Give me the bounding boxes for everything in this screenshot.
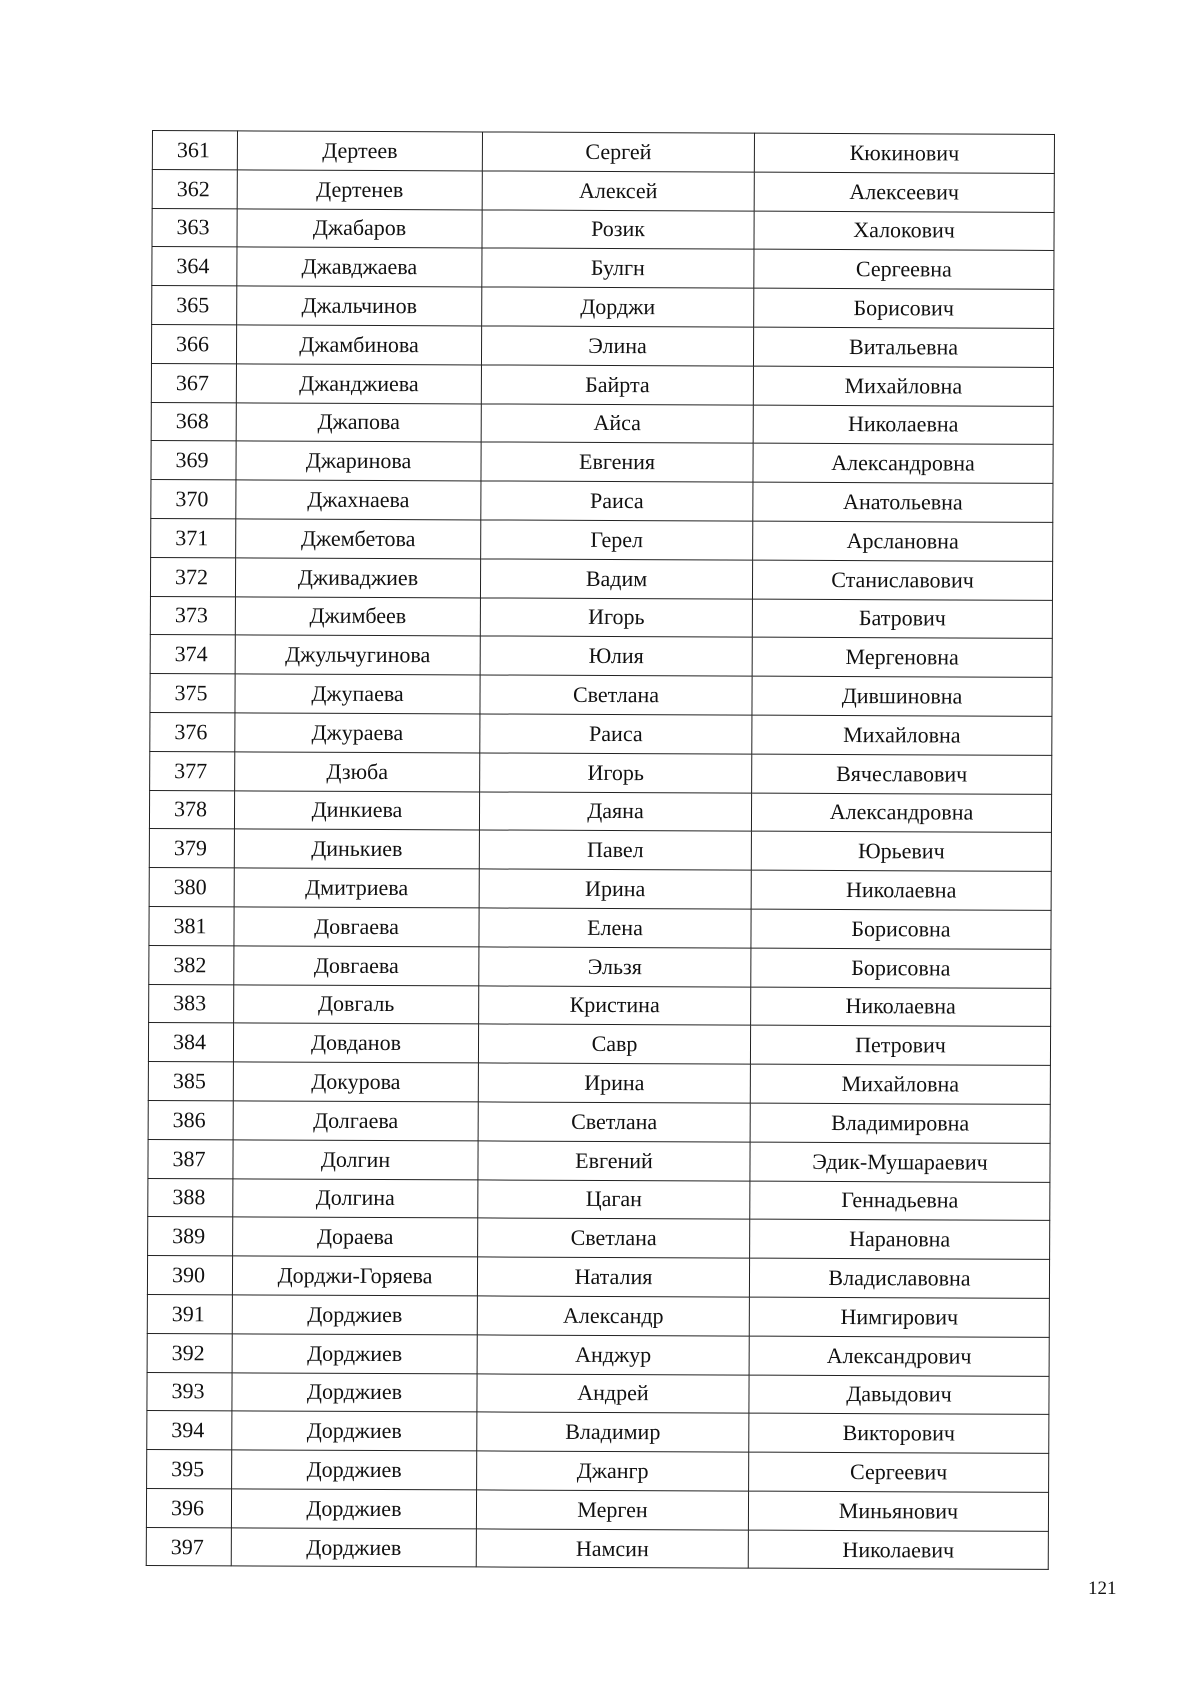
row-number: 366	[151, 324, 236, 363]
row-number: 361	[152, 131, 237, 170]
row-number: 395	[147, 1450, 232, 1489]
table-row	[149, 868, 1051, 911]
table-row	[151, 363, 1053, 406]
last-name-cell: Джембетова	[236, 519, 481, 559]
last-name-cell: Джимбеев	[235, 596, 480, 636]
first-name-cell: Евгений	[478, 1141, 750, 1181]
first-name-cell: Раиса	[480, 714, 752, 754]
row-number: 363	[152, 208, 237, 247]
last-name-cell: Дорджиев	[232, 1334, 477, 1374]
patronymic-cell: Геннадьевна	[750, 1181, 1050, 1221]
roster-table-body	[146, 131, 1054, 1570]
first-name-cell: Булгн	[482, 248, 754, 288]
patronymic-cell: Юрьевич	[751, 831, 1051, 871]
row-number: 383	[149, 984, 234, 1023]
patronymic-cell: Александровна	[751, 793, 1051, 833]
last-name-cell: Дорджиев	[232, 1295, 477, 1335]
row-number: 396	[146, 1488, 231, 1527]
patronymic-cell: Викторович	[749, 1413, 1049, 1453]
patronymic-cell: Николаевич	[748, 1530, 1048, 1570]
table-row	[151, 518, 1053, 561]
row-number: 391	[147, 1294, 232, 1333]
table-row	[147, 1256, 1049, 1299]
patronymic-cell: Батрович	[752, 599, 1052, 639]
table-row	[151, 402, 1053, 445]
table-row	[148, 1062, 1050, 1105]
table-row	[148, 1100, 1050, 1143]
patronymic-cell: Халокович	[754, 211, 1054, 251]
row-number: 388	[148, 1178, 233, 1217]
last-name-cell: Джальчинов	[237, 286, 482, 326]
first-name-cell: Дорджи	[482, 287, 754, 327]
table-row	[148, 1023, 1050, 1066]
row-number: 394	[147, 1411, 232, 1450]
last-name-cell: Дорджиев	[232, 1450, 477, 1490]
last-name-cell: Динкиева	[234, 790, 479, 830]
row-number: 365	[152, 286, 237, 325]
first-name-cell: Джангр	[477, 1451, 749, 1491]
last-name-cell: Джупаева	[235, 674, 480, 714]
table-row	[152, 131, 1054, 174]
first-name-cell: Байрта	[481, 365, 753, 405]
first-name-cell: Кристина	[479, 985, 751, 1025]
roster-table	[146, 130, 1055, 1570]
patronymic-cell: Арслановна	[753, 521, 1053, 561]
last-name-cell: Довгаева	[234, 946, 479, 986]
last-name-cell: Довгаева	[234, 907, 479, 947]
last-name-cell: Дорджиев	[231, 1489, 476, 1529]
last-name-cell: Дертенев	[237, 170, 482, 210]
table-row	[146, 1488, 1048, 1531]
patronymic-cell: Николаевна	[751, 870, 1051, 910]
row-number: 362	[152, 169, 237, 208]
patronymic-cell: Михайловна	[753, 366, 1053, 406]
table-row	[150, 751, 1052, 794]
first-name-cell: Ирина	[478, 1063, 750, 1103]
last-name-cell: Джамбинова	[236, 325, 481, 365]
patronymic-cell: Михайловна	[752, 715, 1052, 755]
last-name-cell: Довданов	[233, 1023, 478, 1063]
table-row	[152, 169, 1054, 212]
first-name-cell: Александр	[477, 1296, 749, 1336]
patronymic-cell: Алексеевич	[754, 172, 1054, 212]
first-name-cell: Владимир	[477, 1412, 749, 1452]
first-name-cell: Сергей	[482, 132, 754, 172]
last-name-cell: Дзюба	[235, 752, 480, 792]
patronymic-cell: Эдик-Мушараевич	[750, 1142, 1050, 1182]
row-number: 389	[148, 1217, 233, 1256]
row-number: 364	[152, 247, 237, 286]
table-row	[151, 441, 1053, 484]
row-number: 387	[148, 1139, 233, 1178]
patronymic-cell: Петрович	[750, 1025, 1050, 1065]
row-number: 393	[147, 1372, 232, 1411]
page-number: 121	[1088, 1578, 1117, 1599]
patronymic-cell: Борисович	[754, 288, 1054, 328]
last-name-cell: Долгаева	[233, 1101, 478, 1141]
table-row	[151, 324, 1053, 367]
table-row	[151, 480, 1053, 523]
last-name-cell: Джапова	[236, 402, 481, 442]
last-name-cell: Дмитриева	[234, 868, 479, 908]
row-number: 379	[149, 829, 234, 868]
last-name-cell: Джабаров	[237, 208, 482, 248]
first-name-cell: Елена	[479, 908, 751, 948]
row-number: 373	[150, 596, 235, 635]
patronymic-cell: Александровна	[753, 444, 1053, 484]
patronymic-cell: Станиславович	[752, 560, 1052, 600]
row-number: 381	[149, 906, 234, 945]
row-number: 371	[151, 518, 236, 557]
first-name-cell: Алексей	[482, 171, 754, 211]
first-name-cell: Даяна	[479, 791, 751, 831]
patronymic-cell: Николаевна	[753, 405, 1053, 445]
first-name-cell: Ирина	[479, 869, 751, 909]
table-row	[152, 286, 1054, 329]
row-number: 372	[150, 557, 235, 596]
row-number: 374	[150, 635, 235, 674]
first-name-cell: Светлана	[480, 675, 752, 715]
first-name-cell: Элина	[481, 326, 753, 366]
table-row	[147, 1333, 1049, 1376]
table-row	[149, 829, 1051, 872]
patronymic-cell: Владимировна	[750, 1103, 1050, 1143]
first-name-cell: Игорь	[480, 753, 752, 793]
patronymic-cell: Кюкинович	[754, 133, 1054, 173]
last-name-cell: Докурова	[233, 1062, 478, 1102]
row-number: 368	[151, 402, 236, 441]
last-name-cell: Дораева	[233, 1217, 478, 1257]
table-row	[150, 557, 1052, 600]
table-row	[149, 984, 1051, 1027]
first-name-cell: Раиса	[481, 481, 753, 521]
patronymic-cell: Нимгирович	[749, 1297, 1049, 1337]
first-name-cell: Герел	[481, 520, 753, 560]
table-row	[152, 247, 1054, 290]
last-name-cell: Дорджиев	[232, 1411, 477, 1451]
table-row	[147, 1411, 1049, 1454]
last-name-cell: Джанджиева	[236, 364, 481, 404]
patronymic-cell: Борисовна	[751, 909, 1051, 949]
patronymic-cell: Владиславовна	[749, 1258, 1049, 1298]
table-row	[149, 945, 1051, 988]
table-row	[147, 1372, 1049, 1415]
first-name-cell: Павел	[479, 830, 751, 870]
first-name-cell: Светлана	[478, 1218, 750, 1258]
last-name-cell: Дорджиев	[232, 1372, 477, 1412]
row-number: 380	[149, 868, 234, 907]
table-row	[150, 712, 1052, 755]
first-name-cell: Мерген	[476, 1490, 748, 1530]
row-number: 384	[148, 1023, 233, 1062]
last-name-cell: Дертеев	[237, 131, 482, 171]
table-row	[146, 1527, 1048, 1570]
patronymic-cell: Александрович	[749, 1336, 1049, 1376]
row-number: 375	[150, 674, 235, 713]
patronymic-cell: Анатольевна	[753, 482, 1053, 522]
first-name-cell: Намсин	[476, 1529, 748, 1569]
row-number: 378	[149, 790, 234, 829]
first-name-cell: Розик	[482, 210, 754, 250]
last-name-cell: Джахнаева	[236, 480, 481, 520]
last-name-cell: Долгин	[233, 1140, 478, 1180]
table-row	[147, 1450, 1049, 1493]
first-name-cell: Евгения	[481, 442, 753, 482]
patronymic-cell: Витальевна	[753, 327, 1053, 367]
table-row	[148, 1139, 1050, 1182]
row-number: 386	[148, 1100, 233, 1139]
first-name-cell: Эльзя	[479, 947, 751, 987]
patronymic-cell: Нарановна	[750, 1219, 1050, 1259]
row-number: 377	[150, 751, 235, 790]
patronymic-cell: Мергеновна	[752, 637, 1052, 677]
row-number: 369	[151, 441, 236, 480]
patronymic-cell: Сергеевна	[754, 250, 1054, 290]
patronymic-cell: Сергеевич	[749, 1452, 1049, 1492]
patronymic-cell: Михайловна	[750, 1064, 1050, 1104]
first-name-cell: Андрей	[477, 1373, 749, 1413]
last-name-cell: Дживаджиев	[235, 558, 480, 598]
last-name-cell: Джавджаева	[237, 247, 482, 287]
first-name-cell: Савр	[478, 1024, 750, 1064]
last-name-cell: Довгаль	[234, 984, 479, 1024]
first-name-cell: Анджур	[477, 1335, 749, 1375]
first-name-cell: Вадим	[480, 559, 752, 599]
row-number: 382	[149, 945, 234, 984]
row-number: 376	[150, 712, 235, 751]
row-number: 392	[147, 1333, 232, 1372]
table-row	[149, 906, 1051, 949]
row-number: 390	[147, 1256, 232, 1295]
row-number: 370	[151, 480, 236, 519]
last-name-cell: Дорджиев	[231, 1528, 476, 1568]
table-row	[152, 208, 1054, 251]
last-name-cell: Дорджи-Горяева	[232, 1256, 477, 1296]
table-row	[150, 596, 1052, 639]
patronymic-cell: Борисовна	[751, 948, 1051, 988]
patronymic-cell: Вячеславович	[752, 754, 1052, 794]
patronymic-cell: Дившиновна	[752, 676, 1052, 716]
table-row	[148, 1178, 1050, 1221]
row-number: 397	[146, 1527, 231, 1566]
table-row	[150, 674, 1052, 717]
table-row	[149, 790, 1051, 833]
last-name-cell: Джураева	[235, 713, 480, 753]
first-name-cell: Юлия	[480, 636, 752, 676]
first-name-cell: Айса	[481, 404, 753, 444]
row-number: 367	[151, 363, 236, 402]
last-name-cell: Динькиев	[234, 829, 479, 869]
first-name-cell: Игорь	[480, 598, 752, 638]
row-number: 385	[148, 1062, 233, 1101]
table-row	[147, 1294, 1049, 1337]
table-row	[148, 1217, 1050, 1260]
last-name-cell: Долгина	[233, 1178, 478, 1218]
first-name-cell: Наталия	[477, 1257, 749, 1297]
last-name-cell: Джаринова	[236, 441, 481, 481]
patronymic-cell: Давыдович	[749, 1375, 1049, 1415]
table-row	[150, 635, 1052, 678]
patronymic-cell: Николаевна	[751, 987, 1051, 1027]
first-name-cell: Цаган	[478, 1179, 750, 1219]
patronymic-cell: Миньянович	[748, 1491, 1048, 1531]
last-name-cell: Джульчугинова	[235, 635, 480, 675]
first-name-cell: Светлана	[478, 1102, 750, 1142]
